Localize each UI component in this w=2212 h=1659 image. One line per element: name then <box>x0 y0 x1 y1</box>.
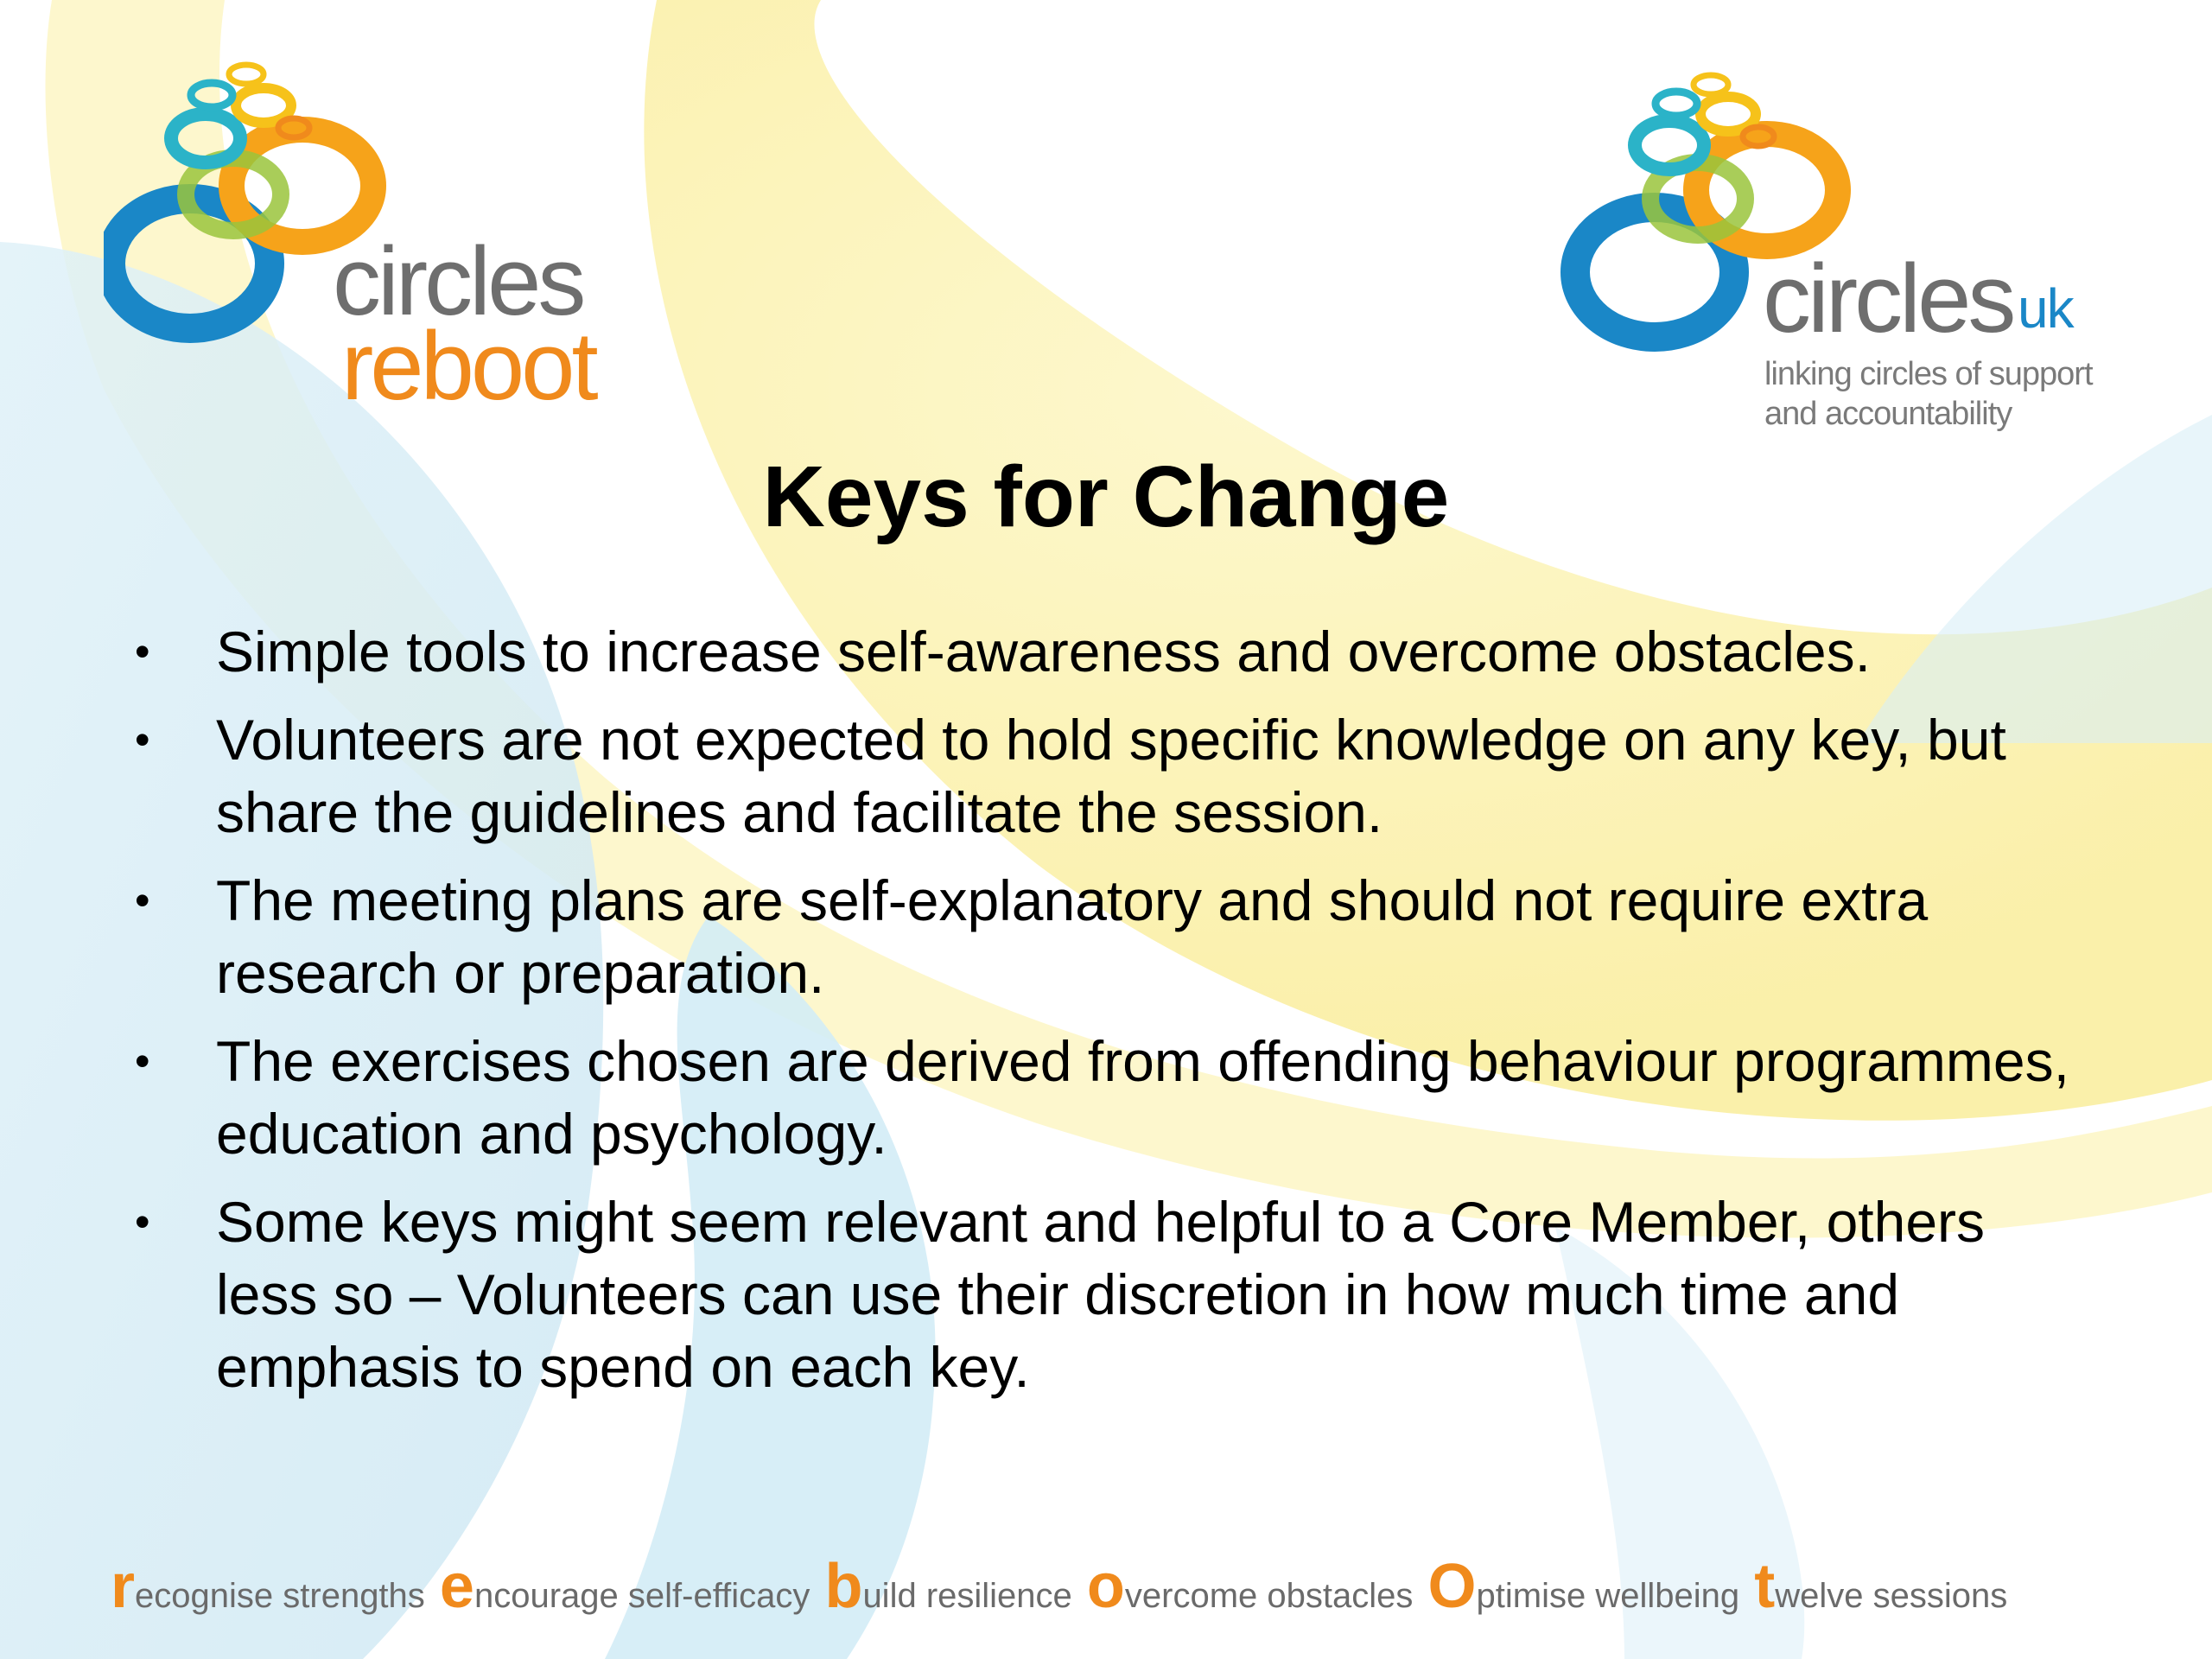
footer-initial: t <box>1754 1552 1776 1621</box>
circles-reboot-logo <box>104 60 657 423</box>
footer-phrase-rest: ncourage self-efficacy <box>474 1577 810 1615</box>
footer-phrase <box>439 1552 810 1621</box>
bullet-text: Volunteers are not expected to hold specific knowledge on any key, but share the guidelines and facilitate the session. <box>216 708 2006 844</box>
footer-phrase-rest: ptimise wellbeing <box>1476 1577 1740 1615</box>
footer-phrase <box>1427 1552 1740 1621</box>
logo-word-circles: circles <box>333 227 583 335</box>
bullet-item <box>130 703 2100 849</box>
bullet-text: The exercises chosen are derived from offending behaviour programmes, education and psychology. <box>216 1029 2069 1166</box>
bullet-item <box>130 1185 2100 1403</box>
bullet-text: The meeting plans are self-explanatory and should not require extra research or preparation. <box>216 868 1929 1005</box>
footer-phrase-rest: vercome obstacles <box>1124 1577 1414 1615</box>
footer-phrase-rest: welve sessions <box>1775 1577 2008 1615</box>
bullet-list <box>130 615 2100 1419</box>
logo-word-reboot: reboot <box>341 312 595 420</box>
bullet-text: Some keys might seem relevant and helpful to a Core Member, others less so – Volunteers can use their discretion in how much time and emphasis to spend on each key. <box>216 1190 1985 1399</box>
circles-uk-logo <box>1555 69 2126 441</box>
footer-phrase-rest: uild resilience <box>862 1577 1072 1615</box>
bullet-item <box>130 864 2100 1009</box>
footer-initial: o <box>1086 1552 1125 1621</box>
logo-word-circles: circles <box>1763 245 2013 353</box>
logo-tagline: linking circles of support and accountability <box>1764 356 2093 432</box>
footer-acrostic <box>111 1552 2141 1621</box>
footer-phrase <box>1754 1552 2008 1621</box>
bullet-icon: • <box>135 876 150 925</box>
footer-initial: b <box>824 1552 863 1621</box>
bullet-icon: • <box>135 1198 150 1246</box>
footer-phrase-rest: ecognise strengths <box>135 1577 425 1615</box>
bullet-item <box>130 615 2100 688</box>
footer-initial: O <box>1427 1552 1477 1621</box>
bullet-text: Simple tools to increase self-awareness and overcome obstacles. <box>216 620 1871 683</box>
slide-title: Keys for Change <box>762 448 1450 545</box>
bullet-icon: • <box>135 1037 150 1085</box>
footer-phrase <box>824 1552 1072 1621</box>
bullet-icon: • <box>135 627 150 676</box>
bullet-icon: • <box>135 715 150 764</box>
footer-initial: r <box>111 1552 136 1621</box>
footer-phrase <box>1086 1552 1414 1621</box>
footer-phrase <box>111 1552 425 1621</box>
logo-word-uk: uk <box>2018 277 2073 340</box>
bullet-item <box>130 1025 2100 1170</box>
footer-initial: e <box>439 1552 474 1621</box>
